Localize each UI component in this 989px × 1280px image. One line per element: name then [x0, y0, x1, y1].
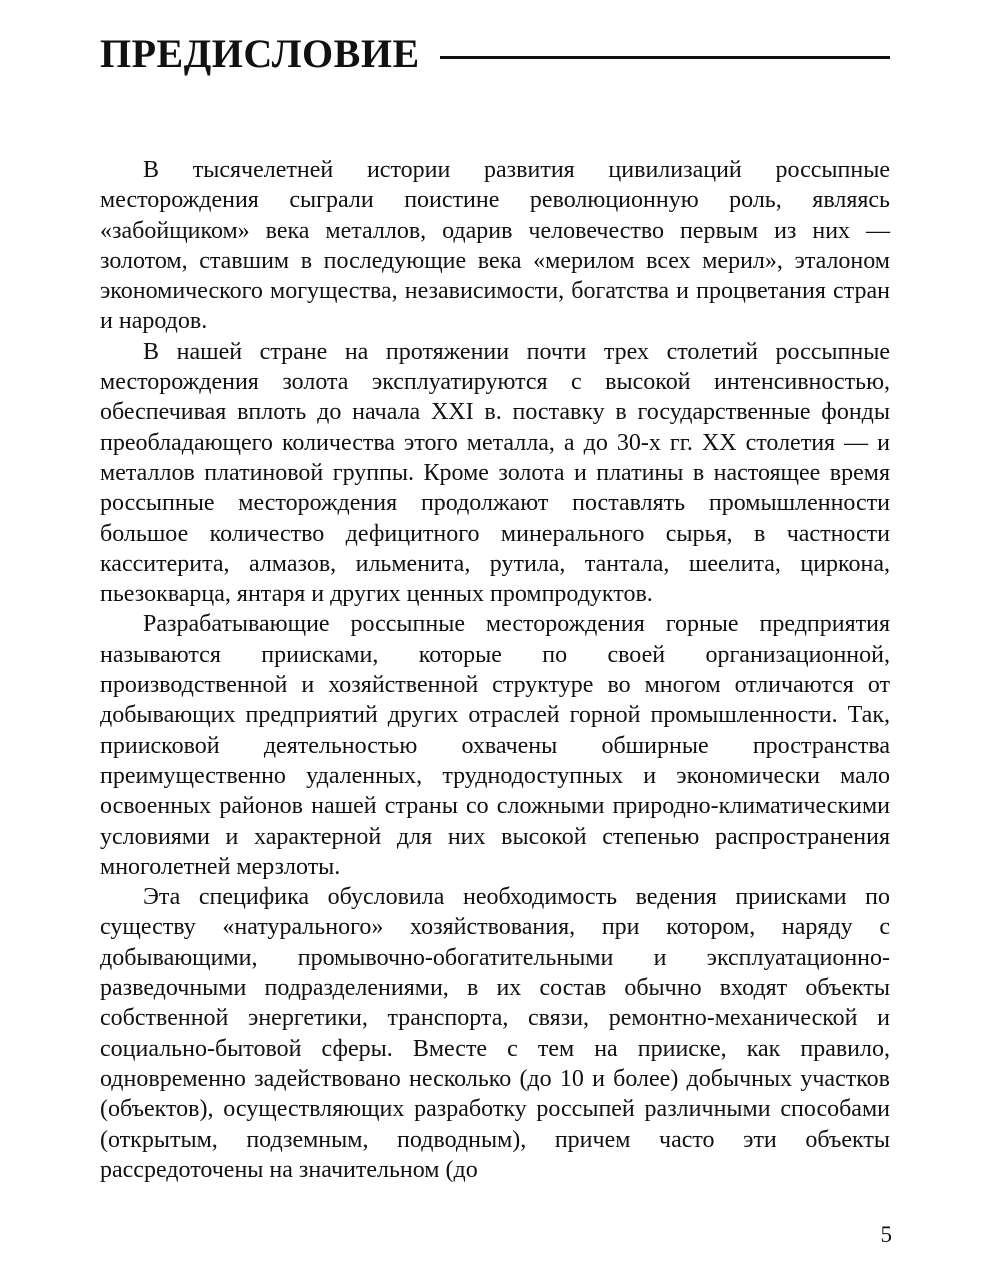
paragraph: В нашей стране на протяжении почти трех столетий россыпные месторождения золота эксплуатируются с высокой интенсивностью, обеспечивая вплоть до начала XXI в. поставку в государственные фонды преобладающего количества этого металла, а до 30-х гг. XX столетия — и металлов платиновой группы. Кроме золота и платины в настоящее время россыпные месторождения продолжают поставлять промышленности большое количество дефицитного минерального сырья, в частности касситерита, алмазов, ильменита, рутила, тантала, шеелита, циркона, пьезокварца, янтаря и других ценных промпродуктов. — [100, 338, 890, 608]
body-text — [100, 155, 890, 1185]
chapter-header — [100, 30, 890, 78]
paragraph: Разрабатывающие россыпные месторождения горные предприятия называются приисками, которые по своей организационной, производственной и хозяйственной структуре во многом отличаются от добывающих предприятий других отраслей горной промышленности. Так, приисковой деятельностью охвачены обширные пространства преимущественно удаленных, труднодоступных и экономически мало освоенных районов нашей страны со сложными природно-климатическими условиями и характерной для них высокой степенью распространения многолетней мерзлоты. — [100, 611, 890, 880]
chapter-title: ПРЕДИСЛОВИЕ — [100, 31, 420, 76]
title-rule — [440, 56, 890, 59]
paragraph: Эта специфика обусловила необходимость ведения приисками по существу «натурального» хозяйствования, при котором, наряду с добывающими, промывочно-обогатительными и эксплуатационно-разведочными подразделениями, в их состав обычно входят объекты собственной энергетики, транспорта, связи, ремонтно-механической и социально-бытовой сферы. Вместе с тем на прииске, как правило, одновременно задействовано несколько (до 10 и более) добычных участков (объектов), осуществляющих разработку россыпей различными способами (открытым, подземным, подводным), причем часто эти объекты рассредоточены на значительном (до — [100, 884, 890, 1183]
page-number: 5 — [880, 1222, 892, 1247]
paragraph: В тысячелетней истории развития цивилизаций россыпные месторождения сыграли поистине революционную роль, являясь «забойщиком» века металлов, одарив человечество первым из них — золотом, ставшим в последующие века «мерилом всех мерил», эталоном экономического могущества, независимости, богатства и процветания стран и народов. — [100, 157, 890, 335]
